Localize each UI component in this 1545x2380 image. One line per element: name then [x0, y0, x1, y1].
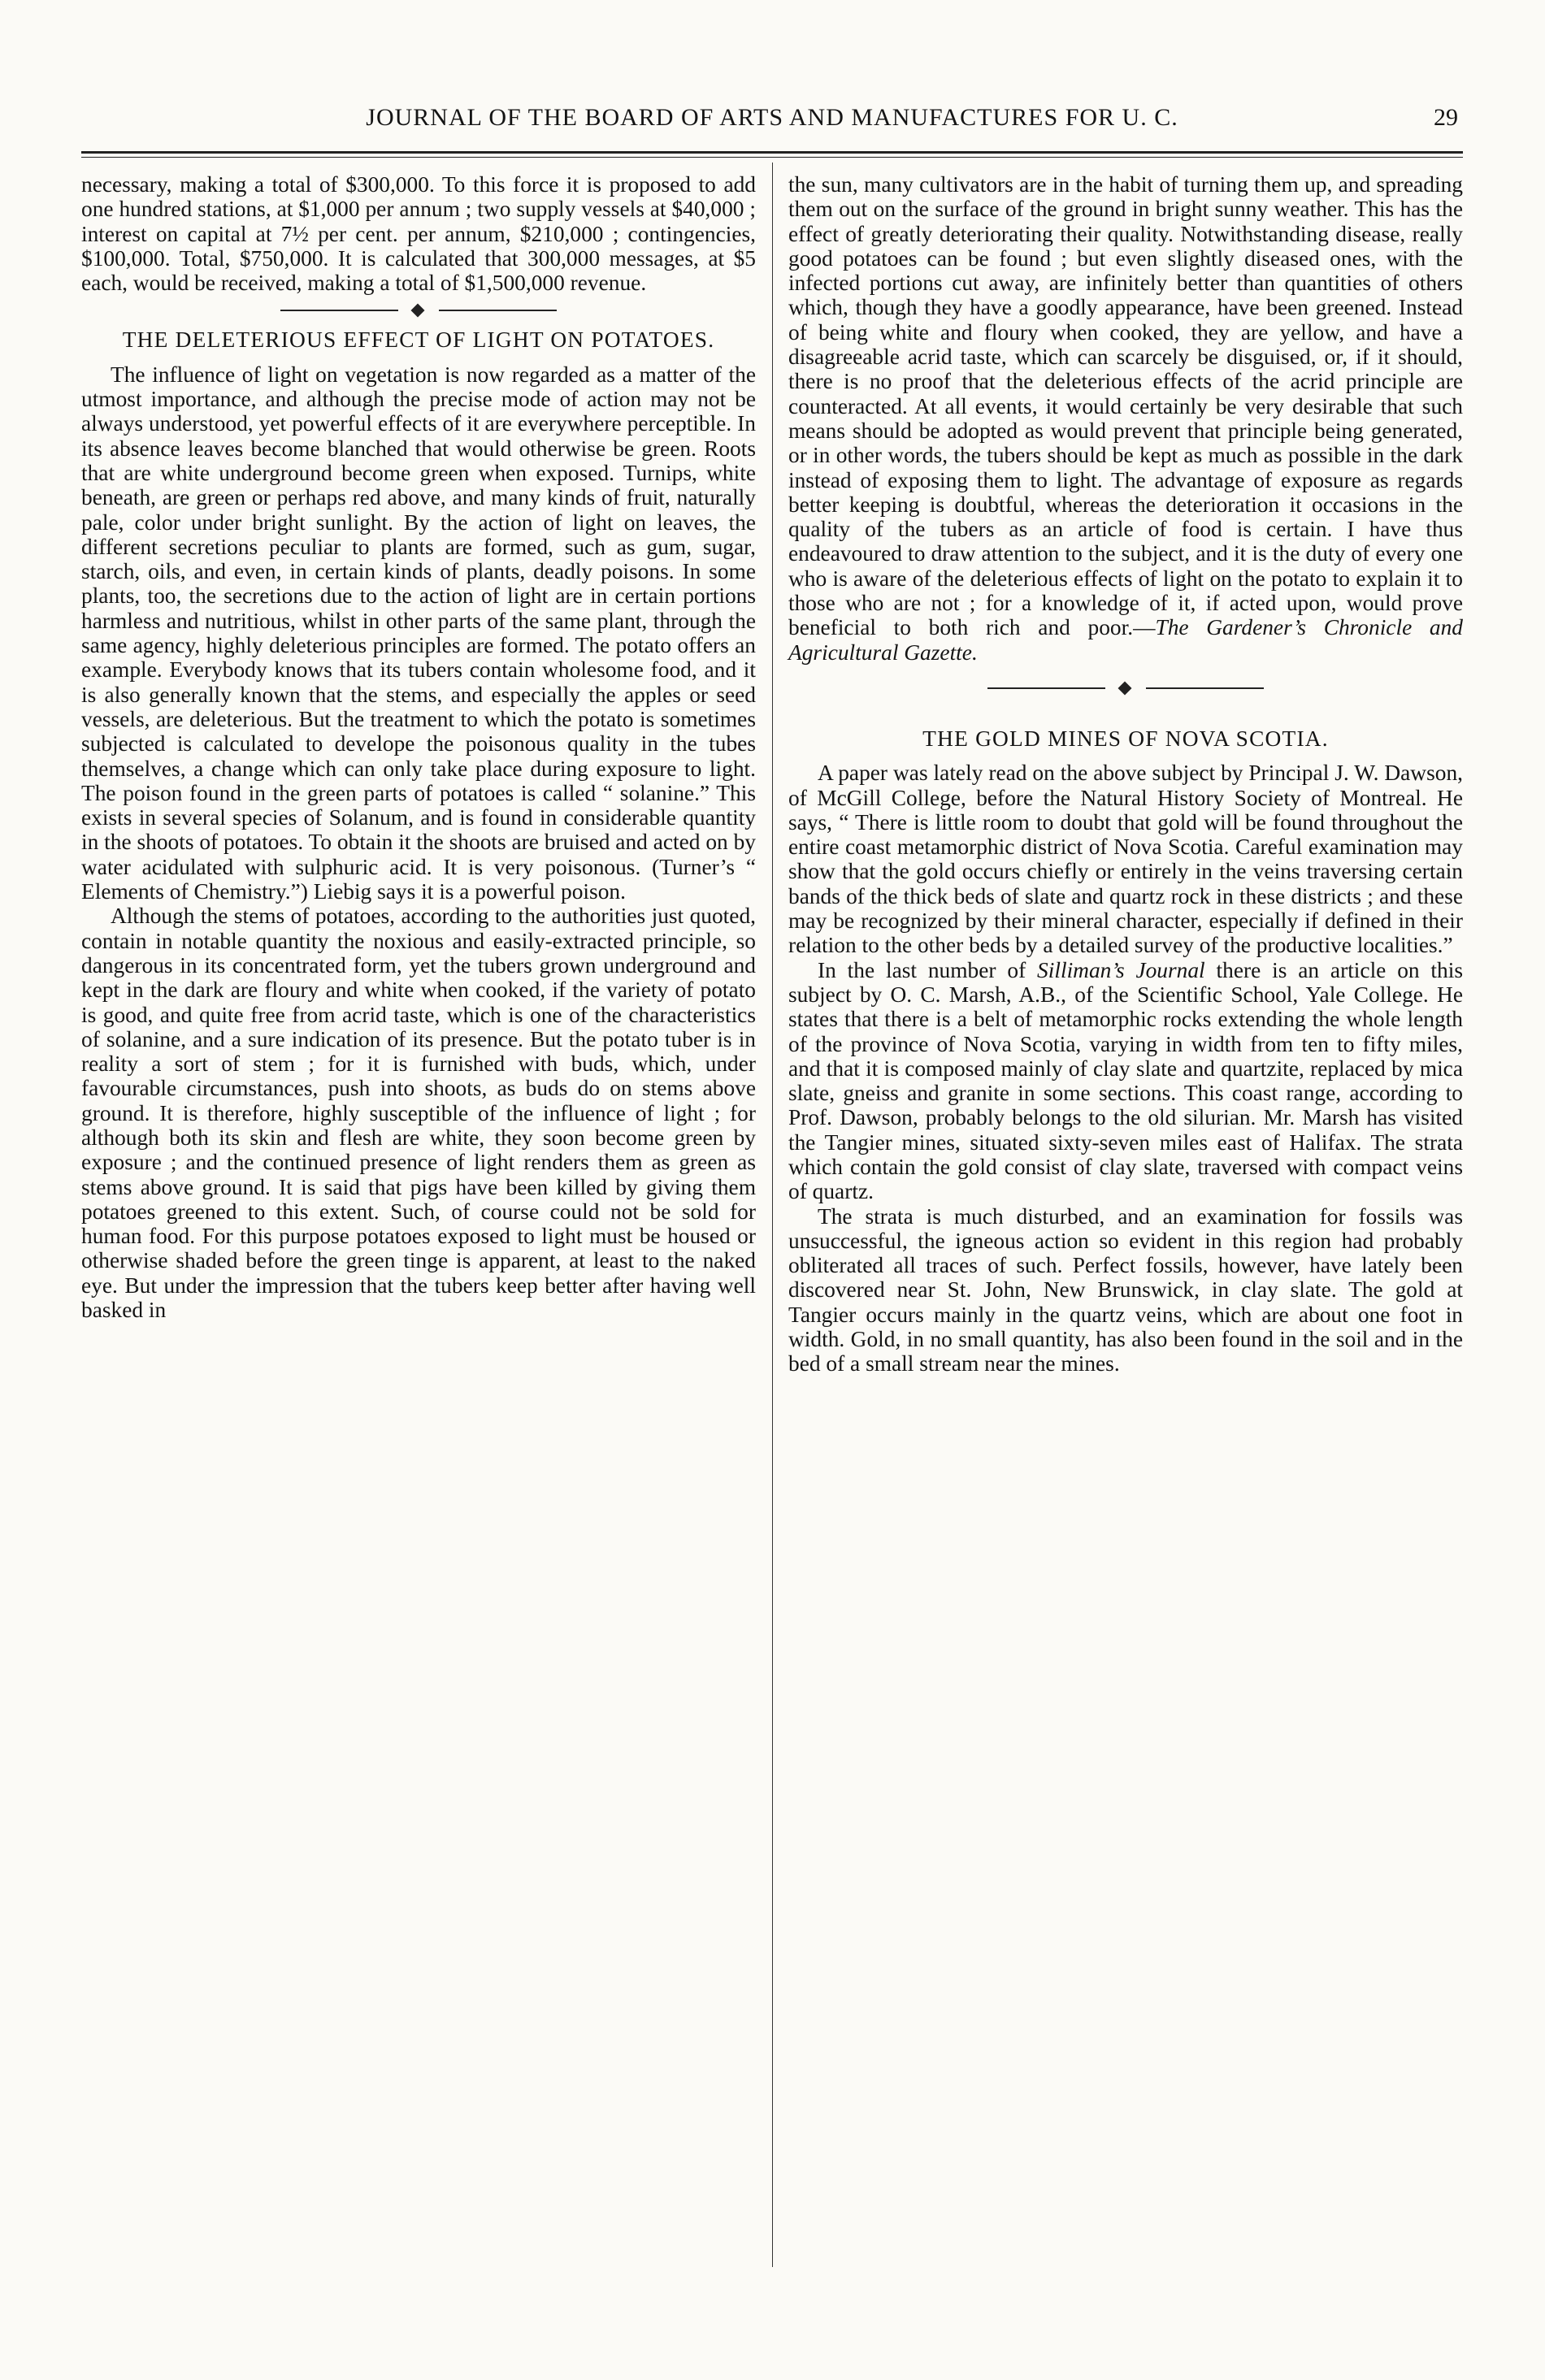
- source-citation: The Gardener’s Chronicle and Agricultural Gazette.: [788, 615, 1463, 665]
- intro-paragraph: necessary, making a total of $300,000. To this force it is proposed to add one hundred stations, at $1,000 per annum ; two supply vessels at $40,000 ; interest on capital at 7½ per cent. per annum, $210,000 ; contingencies, $100,000. Total, $750,000. It is calculated that 300,000 messages, at $5 each, would be received, making a total of $1,500,000 revenue.: [81, 172, 756, 296]
- ornament-line-left: [987, 687, 1105, 689]
- journal-name: Silliman’s Journal: [1037, 957, 1205, 982]
- running-head: JOURNAL OF THE BOARD OF ARTS AND MANUFACTURES FOR U. C.: [366, 104, 1178, 131]
- gold-paragraph-2-post: there is an article on this subject by O. C. Marsh, A.B., of the Scientific School, Yale College. He states that there is a belt of metamorphic rocks extending the whole length of the province of Nova Scotia, varying in width from ten to fifty miles, and that it is composed mainly of clay slate and quartzite, replaced by mica slate, gneiss and granite in some sections. This coast range, according to Prof. Dawson, probably belongs to the old silurian. Mr. Marsh has visited the Tangier mines, situated sixty-seven miles east of Halifax. The strata which contain the gold consist of clay slate, traversed with compact veins of quartz.: [788, 957, 1464, 1204]
- header-rule-thin: [81, 157, 1463, 158]
- left-column: [81, 172, 756, 1322]
- section-ornament: [280, 305, 557, 316]
- gold-paragraph-2: [788, 958, 1463, 1204]
- potatoes-paragraph-2: Although the stems of potatoes, according to the authorities just quoted, contain in notable quantity the noxious and easily-extracted principle, so dangerous in its concentrated form, yet the tubers grown underground and kept in the dark are floury and white when cooked, if the variety of potato is good, and quite free from acrid taste, which is one of the characteristics of solanine, and a sure indication of its presence. But the potato tuber is in reality a sort of stem ; for it is furnished with buds, which, under favourable circumstances, push into shoots, as buds do on stems above ground. It is therefore, highly susceptible of the influence of light ; for although both its skin and flesh are white, they soon become green by exposure ; and the continued presence of light renders them as green as stems above ground. It is said that pigs have been killed by giving them potatoes greened to this extent. Such, of course could not be sold for human food. For this purpose potatoes exposed to light must be housed or otherwise shaded before the green tinge is apparent, at least to the naked eye. But under the impression that the tubers keep better after having well basked in: [81, 904, 756, 1323]
- article-title-gold-mines: THE GOLD MINES OF NOVA SCOTIA.: [922, 726, 1329, 751]
- ornament-line-right: [439, 310, 557, 311]
- continuation-text: the sun, many cultivators are in the habit of turning them up, and spreading them out on the surface of the ground in bright sunny weather. This has the effect of greatly deteriorating their quality. Notwithstanding disease, really good potatoes can be found ; but even slightly diseased ones, with the infected portions cut away, are infinitely better than quantities of others which, though they have a goodly appearance, have been greened. Instead of being white and floury when cooked, they are yellow, and have a disagreeable acrid taste, which can scarcely be disguised, or, if it should, there is no proof that the deleterious effects of the acrid principle are counteracted. At all events, it would certainly be very desirable that such means should be adopted as would prevent that principle being generated, or in other words, the tubers should be kept as much as possible in the dark instead of exposing them to light. The advantage of exposure as regards better keeping is doubtful, whereas the deterioration it occasions in the quality of the tubers as an article of food is certain. I have thus endeavoured to draw attention to the subject, and it is the duty of every one who is aware of the deleterious effects of light on the potato to explain it to those who are not ; for a knowledge of it, if acted upon, would prove beneficial to both rich and poor.—: [788, 172, 1463, 640]
- gold-paragraph-1: A paper was lately read on the above subject by Principal J. W. Dawson, of McGill College, before the Natural History Society of Montreal. He says, “ There is little room to doubt that gold will be found throughout the entire coast metamorphic district of Nova Scotia. Careful examination may show that the gold occurs chiefly or entirely in the veins traversing certain bands of the thick beds of slate and quartz rock in these districts ; and these may be recognized by their mineral character, especially if defined in their relation to the other beds by a detailed survey of the productive localities.”: [788, 761, 1463, 958]
- right-column: [788, 172, 1463, 1376]
- ornament-line-left: [280, 310, 398, 311]
- gold-paragraph-3: The strata is much disturbed, and an examination for fossils was unsuccessful, the igneous action so evident in this region had probably obliterated all traces of such. Perfect fossils, however, have lately been discovered near St. John, New Brunswick, in clay slate. The gold at Tangier occurs mainly in the quartz veins, which are about one foot in width. Gold, in no small quantity, has also been found in the soil and in the bed of a small stream near the mines.: [788, 1203, 1463, 1376]
- ornament-diamond-icon: [411, 304, 425, 318]
- page-number: 29: [1434, 104, 1458, 131]
- ornament-diamond-icon: [1118, 681, 1132, 695]
- gold-paragraph-2-pre: In the last number of: [818, 957, 1038, 982]
- section-ornament-2: [987, 683, 1264, 694]
- potatoes-paragraph-1: The influence of light on vegetation is now regarded as a matter of the utmost importance, and although the precise mode of action may not be always understood, yet powerful effects of it are everywhere perceptible. In its absence leaves become blanched that would otherwise be green. Roots that are white underground become green when exposed. Turnips, white beneath, are green or perhaps red above, and many kinds of fruit, naturally pale, color under bright sunlight. By the action of light on leaves, the different secretions peculiar to plants are formed, such as gum, sugar, starch, oils, and even, in certain kinds of plants, deadly poisons. In some plants, too, the secretions due to the action of light are in certain portions harmless and nutritious, whilst in other parts of the same plant, through the same agency, highly deleterious principles are formed. The potato offers an example. Everybody knows that its tubers contain wholesome food, and it is also generally known that the stems, and especially the apples or seed vessels, are deleterious. But the treatment to which the potato is sometimes subjected is calculated to develope the poisonous quality in the tubes themselves, a change which can only take place during exposure to light. The poison found in the green parts of potatoes is called “ solanine.” This exists in several species of Solanum, and is found in considerable quantity in the shoots of potatoes. To obtain it the shoots are bruised and acted on by water acidulated with sulphuric acid. It is very poisonous. (Turner’s “ Elements of Chemistry.”) Liebig says it is a powerful poison.: [81, 362, 756, 904]
- page-header: [81, 104, 1463, 145]
- article-title-potatoes: THE DELETERIOUS EFFECT OF LIGHT ON POTATOES.: [122, 327, 715, 353]
- header-rule-thick: [81, 151, 1463, 154]
- potatoes-continuation: [788, 172, 1463, 665]
- ornament-line-right: [1146, 687, 1264, 689]
- column-divider: [772, 163, 773, 2267]
